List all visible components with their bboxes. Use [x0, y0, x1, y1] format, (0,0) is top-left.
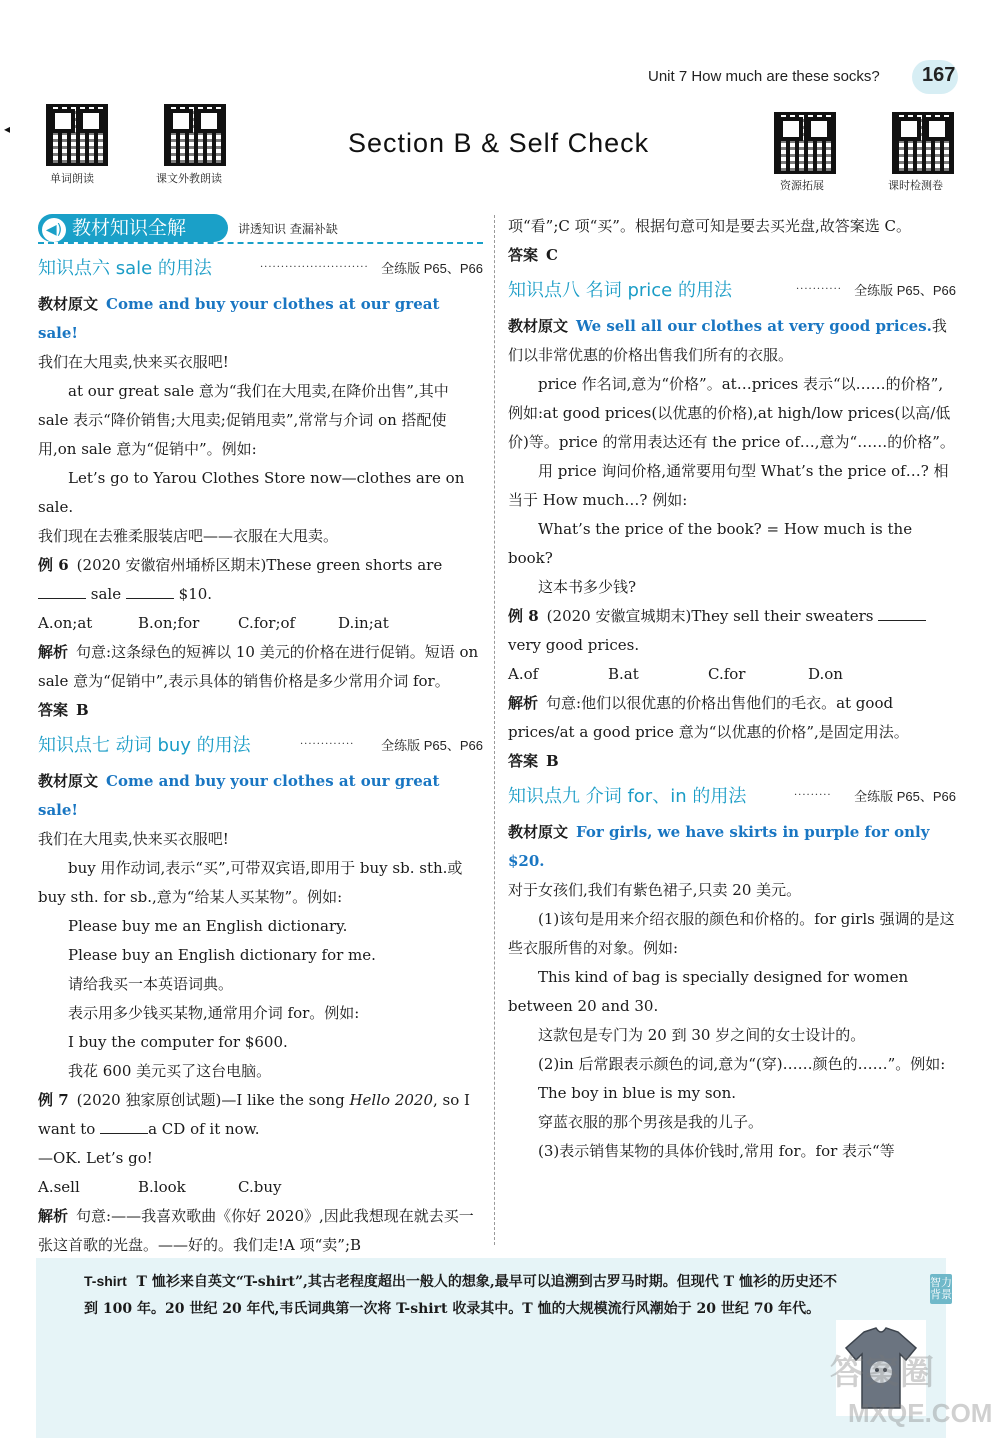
kp8-example-cn: 这本书多少钱?: [538, 578, 637, 596]
kp9-example-1-cn: 这款包是专门为 20 到 30 岁之间的女士设计的。: [538, 1026, 866, 1044]
kp8-explanation-2: 用 price 询问价格,通常要用句型 What’s the price of…? 相当于 How much…? 例如:: [508, 462, 949, 509]
kp7-explanation-2: 表示用多少钱买某物,通常用介词 for。例如:: [68, 1004, 360, 1022]
answer-blank[interactable]: [38, 585, 86, 599]
answer-blank[interactable]: [878, 607, 926, 621]
kp9-example-2: The boy in blue is my son.: [538, 1084, 737, 1102]
qr-label-quiz: 课时检测卷: [888, 180, 943, 192]
kp8-example-en: What’s the price of the book? = How much is the book?: [508, 520, 913, 567]
kp7-example-2: Please buy an English dictionary for me.: [68, 946, 376, 964]
qr-label-word-reading: 单词朗读: [50, 173, 94, 185]
banner-underline: [38, 242, 483, 244]
kp6-title: 知识点六 sale 的用法: [38, 258, 212, 279]
leader-dots: ·········: [794, 790, 832, 801]
example-7-analysis: 解析 句意:——我喜欢歌曲《你好 2020》,因此我想现在就去买一张这首歌的光盘。——好的。我们走!A 项“卖”;B: [38, 1207, 474, 1254]
answer-blank[interactable]: [126, 585, 174, 599]
right-column: [508, 212, 956, 1166]
section-title: Section B & Self Check: [348, 128, 650, 158]
kp9-point-2: (2)in 后常跟表示颜色的词,意为“(穿)……颜色的……”。例如:: [538, 1055, 946, 1073]
option: A.sell: [38, 1178, 80, 1196]
kp6-example-cn: 我们现在去雅柔服装店吧——衣服在大甩卖。: [38, 527, 339, 545]
knowledge-point-9-heading: [508, 782, 956, 812]
knowledge-point-7-heading: [38, 731, 483, 761]
leader-dots: ··························: [260, 262, 369, 273]
example-8-answer: 答案 B: [508, 752, 559, 770]
kp9-ref: 全练版 P65、P66: [854, 789, 956, 804]
kp7-original-cn: 我们在大甩卖,快来买衣服吧!: [38, 830, 229, 848]
answer-blank[interactable]: [100, 1120, 148, 1134]
example-6-answer: 答案 B: [38, 701, 89, 719]
watermark-url: MXQE.COM: [848, 1398, 993, 1428]
left-column: [38, 212, 483, 1260]
option: C.for: [708, 665, 746, 683]
example-7-reply: —OK. Let’s go!: [38, 1149, 153, 1167]
page-number: 167: [922, 64, 956, 86]
example-6-analysis: 解析 句意:这条绿色的短裤以 10 美元的价格在进行促销。短语 on sale 意为“促销中”,表示具体的销售价格是多少常用介词 for。: [38, 643, 479, 690]
kp9-example-2-cn: 穿蓝衣服的那个男孩是我的儿子。: [538, 1113, 764, 1131]
qr-label-resources: 资源拓展: [780, 180, 824, 192]
kp7-original: 教材原文 Come and buy your clothes at our great sale!: [38, 772, 440, 819]
watermark-logo: 答案圈: [830, 1354, 935, 1392]
knowledge-point-8-heading: [508, 276, 956, 306]
section-banner: [38, 212, 483, 244]
background-tip-box: [36, 1258, 952, 1438]
kp7-explanation: buy 用作动词,表示“买”,可带双宾语,即用于 buy sb. sth.或 buy sth. for sb.,意为“给某人买某物”。例如:: [38, 859, 463, 906]
kp6-example-en: Let’s go to Yarou Clothes Store now—clothes are on sale.: [38, 469, 465, 516]
kp6-original-cn: 我们在大甩卖,快来买衣服吧!: [38, 353, 229, 371]
option: C.buy: [238, 1178, 282, 1196]
example-6-options: [38, 609, 483, 638]
example-7-question: 例 7 (2020 独家原创试题)—I like the song Hello 2020, so I want to a CD of it now.: [38, 1091, 470, 1138]
example-8-question: 例 8 (2020 安徽宣城期末)They sell their sweaters very good prices.: [508, 602, 956, 660]
option: D.on: [808, 665, 843, 683]
kp8-title: 知识点八 名词 price 的用法: [508, 280, 732, 301]
kp8-explanation: price 作名词,意为“价格”。at…prices 表示“以……的价格”,例如:at good prices(以优惠的价格),at high/low prices(以高/低价)等。price 的常用表达还有 the price of…,意为“……的价格”。: [508, 375, 955, 451]
kp9-example-1: This kind of bag is specially designed for women between 20 and 30.: [508, 968, 909, 1015]
qr-label-text-reading: 课文外教朗读: [156, 173, 222, 185]
kp9-point-3: (3)表示销售某物的具体价钱时,常用 for。for 表示“等: [538, 1142, 895, 1160]
example-7-options: [38, 1173, 483, 1202]
example-6-question: 例 6 (2020 安徽宿州埇桥区期末)These green shorts are sale $10.: [38, 556, 443, 603]
page-header: [640, 62, 960, 92]
option: A.of: [508, 665, 539, 683]
option: B.at: [608, 665, 639, 683]
kp7-ref: 全练版 P65、P66: [381, 738, 483, 753]
kp9-title: 知识点九 介词 for、in 的用法: [508, 786, 747, 807]
kp7-title: 知识点七 动词 buy 的用法: [38, 735, 251, 756]
leader-dots: ···········: [796, 284, 842, 295]
knowledge-point-6-heading: [38, 254, 483, 284]
qr-code-resources[interactable]: [774, 112, 836, 174]
banner-subtitle: 讲透知识 查漏补缺: [238, 222, 338, 236]
kp6-ref: 全练版 P65、P66: [381, 261, 483, 276]
kp9-original: 教材原文 For girls, we have skirts in purple for only $20.: [508, 823, 930, 870]
unit-title: Unit 7 How much are these socks?: [648, 68, 880, 85]
kp8-original: 教材原文 We sell all our clothes at very good prices.我们以非常优惠的价格出售我们所有的衣服。: [508, 317, 947, 364]
qr-code-text-reading[interactable]: [164, 104, 226, 166]
option: D.in;at: [338, 614, 389, 632]
example-8-options: [508, 660, 956, 689]
kp6-original: 教材原文 Come and buy your clothes at our great sale!: [38, 295, 440, 342]
kp9-point-1: (1)该句是用来介绍衣服的颜色和价格的。for girls 强调的是这些衣服所售的对象。例如:: [508, 910, 955, 957]
tip-side-label: 智力背景: [930, 1274, 952, 1304]
column-divider: [494, 215, 495, 1245]
option: B.look: [138, 1178, 186, 1196]
example-7-answer: 答案 C: [508, 246, 558, 264]
leader-dots: ·············: [300, 739, 355, 750]
kp7-example-cn: 请给我买一本英语词典。: [68, 975, 234, 993]
option: A.on;at: [38, 614, 93, 632]
tip-text: T-shirt T 恤衫来自英文“T-shirt”,其古老程度超出一般人的想象,最早可以追溯到古罗马时期。但现代 T 恤衫的历史还不到 100 年。20 世纪 20 年代,韦氏词典第一次将 T-shirt 收录其中。T 恤的大规模流行风潮始于 20 世纪 70 年代。: [84, 1273, 837, 1317]
option: C.for;of: [238, 614, 296, 632]
kp7-example-3: I buy the computer for $600.: [68, 1033, 288, 1051]
speaker-icon: ◀): [42, 218, 66, 242]
option: B.on;for: [138, 614, 200, 632]
banner-title: ◀) 教材知识全解: [38, 214, 228, 242]
margin-mark: ◂: [4, 122, 11, 136]
qr-code-word-reading[interactable]: [46, 104, 108, 166]
example-8-analysis: 解析 句意:他们以很优惠的价格出售他们的毛衣。at good prices/at a good price 意为“以优惠的价格”,是固定用法。: [508, 694, 909, 741]
kp9-original-cn: 对于女孩们,我们有紫色裙子,只卖 20 美元。: [508, 881, 802, 899]
example-7-analysis-cont: 项“看”;C 项“买”。根据句意可知是要去买光盘,故答案选 C。: [508, 217, 911, 235]
kp6-explanation: at our great sale 意为“我们在大甩卖,在降价出售”,其中 sale 表示“降价销售;大甩卖;促销甩卖”,常常与介词 on 搭配使用,on sale 意为“促销中”。例如:: [38, 382, 449, 458]
kp7-example-3-cn: 我花 600 美元买了这台电脑。: [68, 1062, 272, 1080]
kp7-example-1: Please buy me an English dictionary.: [68, 917, 348, 935]
qr-code-quiz[interactable]: [892, 112, 954, 174]
kp8-ref: 全练版 P65、P66: [854, 283, 956, 298]
